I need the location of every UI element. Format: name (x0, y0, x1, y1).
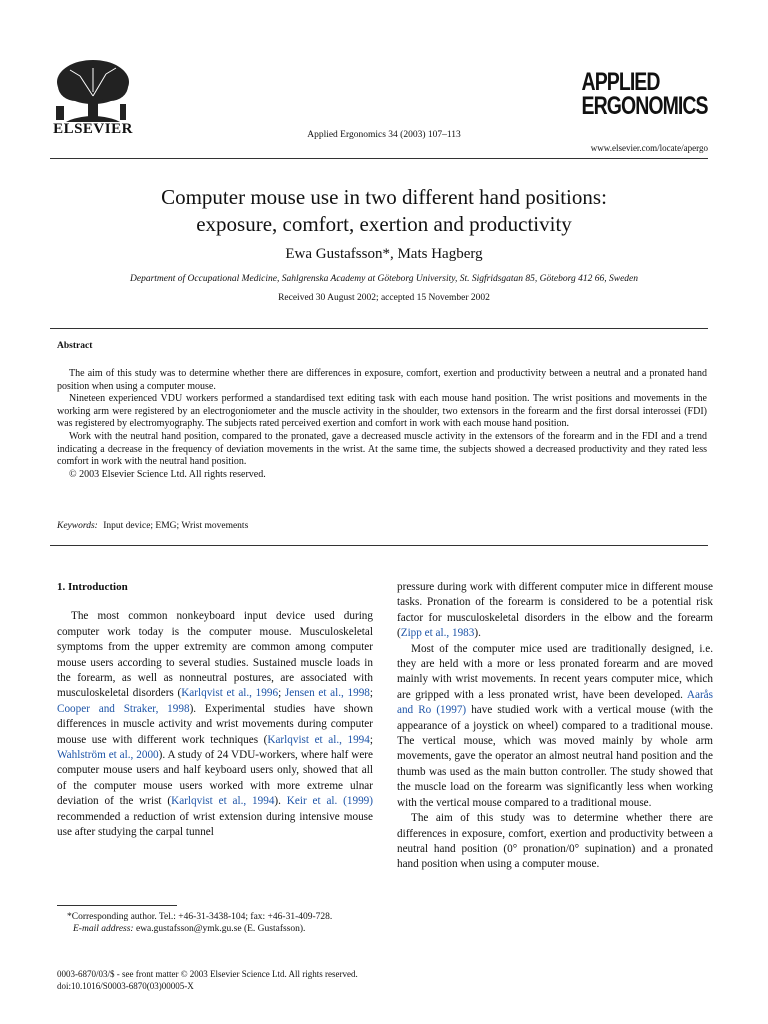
copyright-line: © 2003 Elsevier Science Ltd. All rights reserved. (69, 468, 266, 480)
text-run: ). A study of 24 VDU-workers, where half were computer mouse users and half keyboard users only, showed that all of the computer mouse users worked with more extreme ulnar deviation of the wrist ( (57, 749, 374, 808)
abstract-paragraph: Work with the neutral hand position, compared to the pronated, gave a decreased muscle activity in the extensors of the forearm and in the FDI and a trend indicating a decrease in the frequency of deviation movements in the wrist. At the same time, the subjects showed a decreased productivity and they rated less comfort in work with the neutral hand position. (57, 430, 707, 468)
journal-brand-line2: ERGONOMICS (581, 92, 708, 120)
abstract-paragraph: Nineteen experienced VDU workers performed a standardised text editing task with each mouse hand position. The wrist positions and movements in the working arm were registered by an electrogoniometer and the muscle activity in the shoulder, two extensors in the forearm and the first dorsal interossei (FDI) was registered by electromyography. The subjects rated perceived exertion and comfort in work with each mouse hand position. (57, 393, 707, 430)
citation-link[interactable]: Wahlström et al., 2000 (57, 749, 159, 762)
email-line (57, 923, 373, 935)
doi-line[interactable]: doi:10.1016/S0003-6870(03)00005-X (57, 981, 194, 991)
title-line-2: exposure, comfort, exertion and productivity (196, 212, 572, 236)
affiliation: Department of Occupational Medicine, Sahlgrenska Academy at Göteborg University, St. Sigfridsgatan 85, Göteborg 412 66, Sweden (130, 274, 638, 284)
citation-link[interactable]: Karlqvist et al., 1996 (181, 687, 279, 700)
section-heading: 1. Introduction (57, 581, 128, 593)
intro-paragraph (57, 609, 373, 840)
body-paragraph (397, 580, 713, 642)
abstract-body (57, 368, 707, 481)
journal-brand (582, 70, 708, 118)
keywords-label: Keywords: (57, 521, 98, 531)
keywords (57, 521, 248, 531)
text-run: pressure during work with different computer mice in different mouse tasks. Pronation of the forearm is considered to be a potential risk factor for musculoskeletal disorders in the elbow and the forearm ( (397, 581, 713, 640)
email-label: E-mail address: (73, 924, 134, 934)
journal-url-link[interactable]: www.elsevier.com/locate/apergo (590, 143, 708, 153)
keywords-list: Input device; EMG; Wrist movements (103, 521, 249, 531)
authors: Ewa Gustafsson*, Mats Hagberg (285, 246, 483, 262)
left-column (57, 580, 373, 841)
journal-brand-line1: APPLIED (581, 68, 660, 96)
footnote-divider (57, 905, 177, 906)
text-run: ). Experimental studies have shown differences in muscle activity and wrist movements during computer mouse use with different work techniques ( (57, 702, 373, 746)
text-run: ; (278, 687, 285, 700)
abstract-heading: Abstract (57, 341, 93, 351)
abstract-top-divider (50, 328, 708, 329)
citation-link[interactable]: Keir et al. (1999) (286, 795, 373, 808)
front-matter (57, 968, 358, 992)
title-line-1: Computer mouse use in two different hand positions: (161, 185, 607, 209)
body-paragraph: The aim of this study was to determine whether there are differences in exposure, comfort, exertion and productivity between a neutral hand position (0° pronation/0° supination) and a pronated hand position when using a computer mouse. (397, 812, 713, 871)
footnote (57, 911, 373, 935)
text-run: The most common nonkeyboard input device used during computer work today is the computer mouse. Musculoskeletal symptoms from the upper extremity are common among computer mouse users according to several studies. Sustained muscle loads in the forearm, as well as nonneutral postures, are associated with musculoskeletal disorders ( (57, 610, 373, 700)
text-run: ; (369, 733, 373, 746)
abstract-bottom-divider (50, 545, 708, 546)
text-run: ). (274, 795, 287, 808)
citation-link[interactable]: Karlqvist et al., 1994 (171, 795, 275, 808)
text-run: recommended a reduction of wrist extension during intensive mouse use after studying the carpal tunnel (57, 810, 373, 839)
citation-link[interactable]: Cooper and Straker, 1998 (57, 702, 190, 715)
abstract-paragraph: The aim of this study was to determine whether there are differences in exposure, comfort, exertion and productivity between a neutral and a pronated hand position when using a computer mouse. (57, 368, 707, 392)
corresponding-author: *Corresponding author. Tel.: +46-31-3438-104; fax: +46-31-409-728. (67, 912, 333, 922)
text-run: have studied work with a vertical mouse (with the appearance of a joystick on wheel) compared to a traditional mouse. The vertical mouse, which was moved mainly by whole arm movements, gave the operator an almost neutral hand position and the thumb was used as the main button controller. The study showed that the muscle load on the forearm was significantly less when working with the vertical mouse compared to a traditional mouse. (397, 704, 713, 809)
issn-line: 0003-6870/03/$ - see front matter © 2003 Elsevier Science Ltd. All rights reserved. (57, 969, 358, 979)
text-run: ; (369, 687, 374, 700)
text-run: Most of the computer mice used are traditionally designed, i.e. they are held with a more or less pronated forearm and are moved mainly with wrist movements. In recent years computer mice, which are gripped with a less pronated wrist, have been developed. (397, 642, 713, 701)
body-paragraph (397, 642, 713, 811)
email-address[interactable]: ewa.gustafsson@ymk.gu.se (E. Gustafsson). (133, 924, 306, 934)
received-dates: Received 30 August 2002; accepted 15 November 2002 (278, 293, 490, 303)
citation-link[interactable]: Zipp et al., 1983 (400, 627, 475, 640)
citation-link[interactable]: Aarås and Ro (1997) (397, 688, 713, 717)
header-divider (50, 158, 708, 159)
citation-link[interactable]: Karlqvist et al., 1994 (267, 733, 370, 746)
text-run: ). (474, 627, 481, 640)
publisher-name: ELSEVIER (53, 121, 133, 137)
citation-link[interactable]: Jensen et al., 1998 (284, 687, 370, 700)
right-column (397, 580, 713, 873)
article-title (0, 184, 768, 238)
journal-reference: Applied Ergonomics 34 (2003) 107–113 (307, 130, 461, 140)
